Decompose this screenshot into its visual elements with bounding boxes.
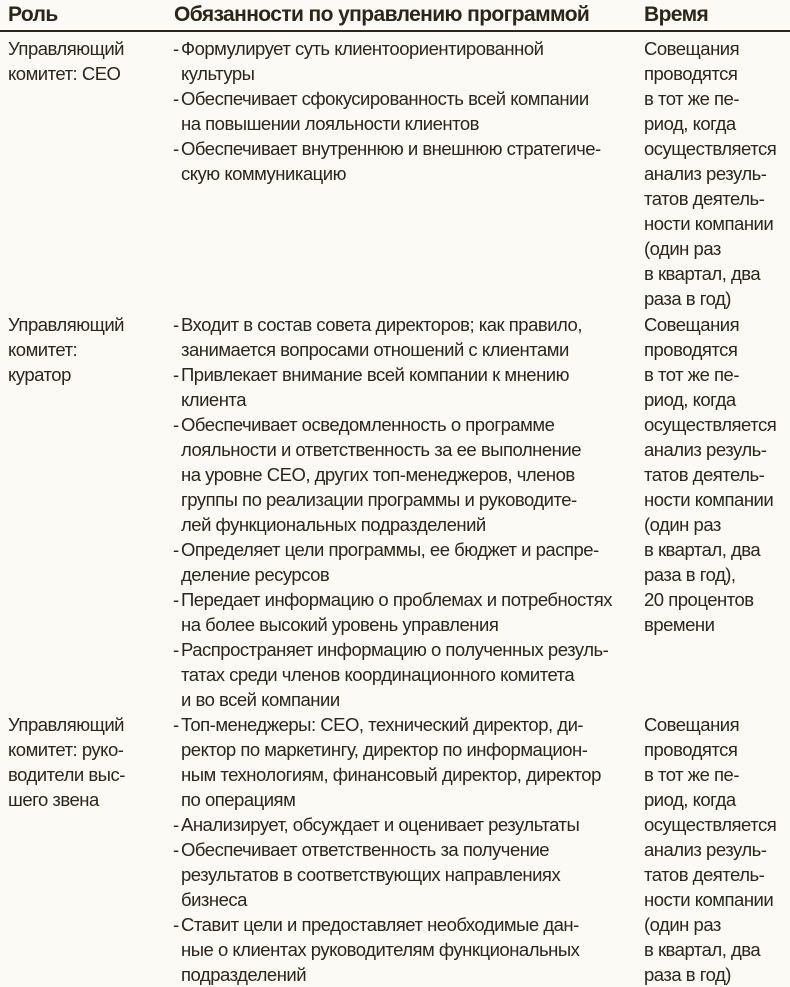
- time-text: раза в год),: [644, 564, 736, 585]
- time-text: риод, когда: [644, 113, 736, 134]
- role-text: комитет: руко-: [8, 739, 124, 760]
- duty-text: по операциям: [181, 789, 296, 810]
- duty-list-item: [173, 912, 635, 987]
- time-text: проводятся: [644, 63, 738, 84]
- duty-list-item: [173, 637, 635, 712]
- time-text: в квартал, два: [644, 263, 761, 284]
- time-text: анализ резуль-: [644, 839, 767, 860]
- role-text: Управляющий: [8, 314, 124, 335]
- duty-text: на уровне CEO, других топ-менеджеров, членов: [181, 464, 575, 485]
- time-text: проводятся: [644, 739, 738, 760]
- time-cell: [644, 312, 790, 637]
- duty-text: лояльности и ответственность за ее выполнение: [181, 439, 581, 460]
- duty-text: - Топ-менеджеры: CEO, технический директор, ди-: [173, 712, 635, 737]
- time-text: Совещания: [644, 314, 740, 335]
- time-text: проводятся: [644, 339, 738, 360]
- duty-text: занимается вопросами отношений с клиентами: [181, 339, 569, 360]
- role-text: водители выс-: [8, 764, 125, 785]
- duties-cell: [173, 312, 635, 712]
- time-text: времени: [644, 614, 715, 635]
- duty-list-item: [173, 136, 635, 186]
- duty-text: - Анализирует, обсуждает и оценивает результаты: [173, 812, 635, 837]
- duty-list-item: [173, 412, 635, 537]
- role-text: комитет:: [8, 339, 78, 360]
- duty-text: подразделений: [181, 964, 307, 985]
- duty-text: - Обеспечивает внутреннюю и внешнюю стратегиче-: [173, 136, 635, 161]
- role-text: куратор: [8, 364, 71, 385]
- time-text: Совещания: [644, 714, 740, 735]
- time-text: в квартал, два: [644, 539, 761, 560]
- role-cell: [8, 312, 158, 387]
- duty-text: результатов в соответствующих направлениях: [181, 864, 561, 885]
- header-time: Время: [644, 3, 709, 26]
- time-text: ности компании: [644, 489, 774, 510]
- time-text: (один раз: [644, 914, 721, 935]
- duty-list-item: [173, 587, 635, 637]
- duty-text: на повышении лояльности клиентов: [181, 113, 479, 134]
- header-role: Роль: [8, 3, 58, 26]
- time-text: Совещания: [644, 38, 740, 59]
- duty-text: - Обеспечивает сфокусированность всей компании: [173, 86, 635, 111]
- time-text: осуществляется: [644, 414, 777, 435]
- duty-text: на более высокий уровень управления: [181, 614, 499, 635]
- duty-list-item: [173, 812, 635, 837]
- duty-text: ным технологиям, финансовый директор, директор: [181, 764, 601, 785]
- time-cell: [644, 36, 790, 311]
- duty-text: татах среди членов координационного комитета: [181, 664, 575, 685]
- duty-text: - Обеспечивает ответственность за получение: [173, 837, 635, 862]
- duty-text: бизнеса: [181, 889, 247, 910]
- time-text: в тот же пе-: [644, 364, 740, 385]
- duty-list-item: [173, 36, 635, 86]
- duty-text: - Ставит цели и предоставляет необходимые дан-: [173, 912, 635, 937]
- time-text: в тот же пе-: [644, 88, 740, 109]
- duties-cell: [173, 36, 635, 186]
- duty-text: - Формулирует суть клиентоориентированной: [173, 36, 635, 61]
- time-text: татов деятель-: [644, 188, 765, 209]
- duty-text: - Привлекает внимание всей компании к мнению: [173, 362, 635, 387]
- duty-text: ные о клиентах руководителям функциональных: [181, 939, 580, 960]
- time-text: раза в год): [644, 288, 731, 309]
- time-text: в квартал, два: [644, 939, 761, 960]
- time-text: 20 процентов: [644, 589, 754, 610]
- role-text: Управляющий: [8, 38, 124, 59]
- duties-cell: [173, 712, 635, 987]
- time-text: анализ резуль-: [644, 439, 767, 460]
- table-header: [0, 0, 790, 32]
- duty-text: культуры: [181, 63, 255, 84]
- time-text: ности компании: [644, 213, 774, 234]
- time-text: в тот же пе-: [644, 764, 740, 785]
- duty-text: клиента: [181, 389, 246, 410]
- duty-list-item: [173, 537, 635, 587]
- time-text: ности компании: [644, 889, 774, 910]
- role-text: шего звена: [8, 789, 99, 810]
- duty-list-item: [173, 712, 635, 812]
- duty-text: и во всей компании: [181, 689, 340, 710]
- time-text: татов деятель-: [644, 464, 765, 485]
- header-duties: Обязанности по управлению программой: [174, 3, 590, 26]
- time-text: осуществляется: [644, 138, 777, 159]
- duty-text: деление ресурсов: [181, 564, 330, 585]
- duty-list-item: [173, 362, 635, 412]
- time-cell: [644, 712, 790, 987]
- duty-text: группы по реализации программы и руководите-: [181, 489, 577, 510]
- duty-text: - Распространяет информацию о полученных резуль-: [173, 637, 635, 662]
- role-cell: [8, 36, 158, 86]
- duty-text: ректор по маркетингу, директор по информацион-: [181, 739, 588, 760]
- time-text: (один раз: [644, 514, 721, 535]
- time-text: татов деятель-: [644, 864, 765, 885]
- role-text: комитет: CEO: [8, 63, 121, 84]
- role-cell: [8, 712, 158, 812]
- time-text: анализ резуль-: [644, 163, 767, 184]
- duty-text: скую коммуникацию: [181, 163, 346, 184]
- duty-list-item: [173, 312, 635, 362]
- duty-text: - Обеспечивает осведомленность о программе: [173, 412, 635, 437]
- role-text: Управляющий: [8, 714, 124, 735]
- duty-text: - Входит в состав совета директоров; как правило,: [173, 312, 635, 337]
- duty-text: - Передает информацию о проблемах и потребностях: [173, 587, 635, 612]
- duty-text: - Определяет цели программы, ее бюджет и распре-: [173, 537, 635, 562]
- time-text: риод, когда: [644, 389, 736, 410]
- time-text: (один раз: [644, 238, 721, 259]
- time-text: раза в год): [644, 964, 731, 985]
- duty-list-item: [173, 837, 635, 912]
- time-text: осуществляется: [644, 814, 777, 835]
- time-text: риод, когда: [644, 789, 736, 810]
- duty-list-item: [173, 86, 635, 136]
- duty-text: лей функциональных подразделений: [181, 514, 486, 535]
